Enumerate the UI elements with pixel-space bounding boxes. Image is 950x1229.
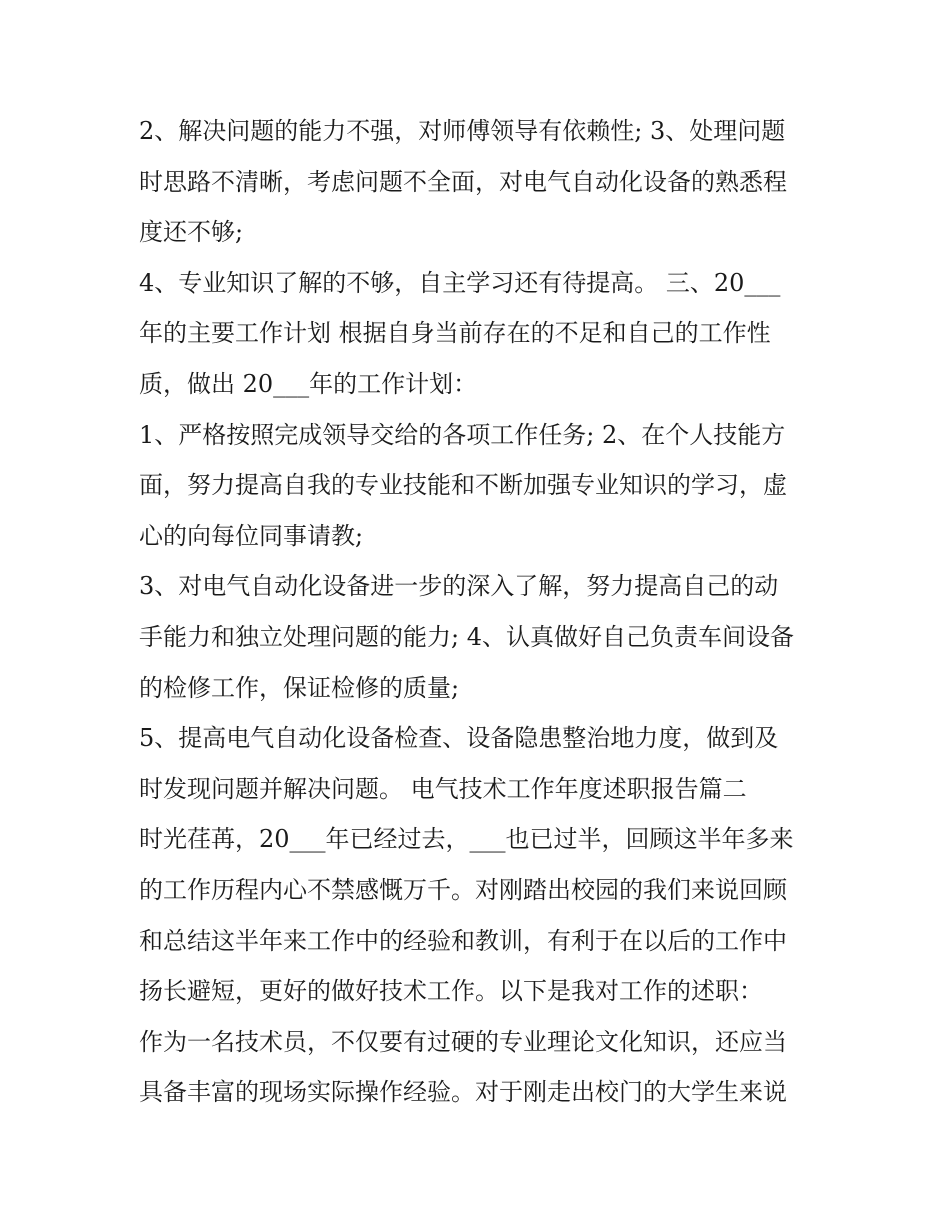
text-line: 年的主要工作计划 根据自身当前存在的不足和自己的工作性 — [139, 319, 771, 348]
text-line: 3、对电气自动化设备进一步的深入了解，努力提高自己的动 — [139, 572, 779, 601]
text-line: 度还不够; — [139, 218, 244, 247]
text-line: 具备丰富的现场实际操作经验。对于刚走出校门的大学生来说 — [139, 1078, 787, 1107]
text-line: 2、解决问题的能力不强，对师傅领导有依赖性; 3、处理问题 — [139, 117, 786, 145]
text-line: 质，做出 20___年的工作计划： — [139, 369, 478, 398]
text-line: 1、严格按照完成领导交给的各项工作任务; 2、在个人技能方 — [139, 420, 786, 449]
text-line: 面，努力提高自我的专业技能和不断加强专业知识的学习，虚 — [139, 471, 787, 500]
text-line: 心的向每位同事请教; — [139, 521, 364, 550]
text-line: 时光荏苒，20___年已经过去，___也已过半，回顾这半年多来 — [139, 825, 794, 854]
text-line: 和总结这半年来工作中的经验和教训，有利于在以后的工作中 — [139, 926, 787, 955]
text-line: 扬长避短，更好的做好技术工作。以下是我对工作的述职： — [139, 977, 763, 1006]
text-line: 的检修工作，保证检修的质量; — [139, 673, 460, 702]
text-line: 时发现问题并解决问题。 电气技术工作年度述职报告篇二 — [139, 774, 747, 803]
text-line: 4、专业知识了解的不够，自主学习还有待提高。 三、20___ — [139, 268, 781, 297]
text-line: 时思路不清晰，考虑问题不全面，对电气自动化设备的熟悉程 — [139, 167, 787, 196]
text-line: 手能力和独立处理问题的能力; 4、认真做好自己负责车间设备 — [139, 622, 794, 651]
text-line: 的工作历程内心不禁感慨万千。对刚踏出校园的我们来说回顾 — [139, 875, 787, 904]
text-line: 作为一名技术员，不仅要有过硬的专业理论文化知识，还应当 — [139, 1027, 787, 1056]
document-body — [139, 106, 819, 1118]
text-line: 5、提高电气自动化设备检查、设备隐患整治地力度，做到及 — [139, 724, 779, 753]
